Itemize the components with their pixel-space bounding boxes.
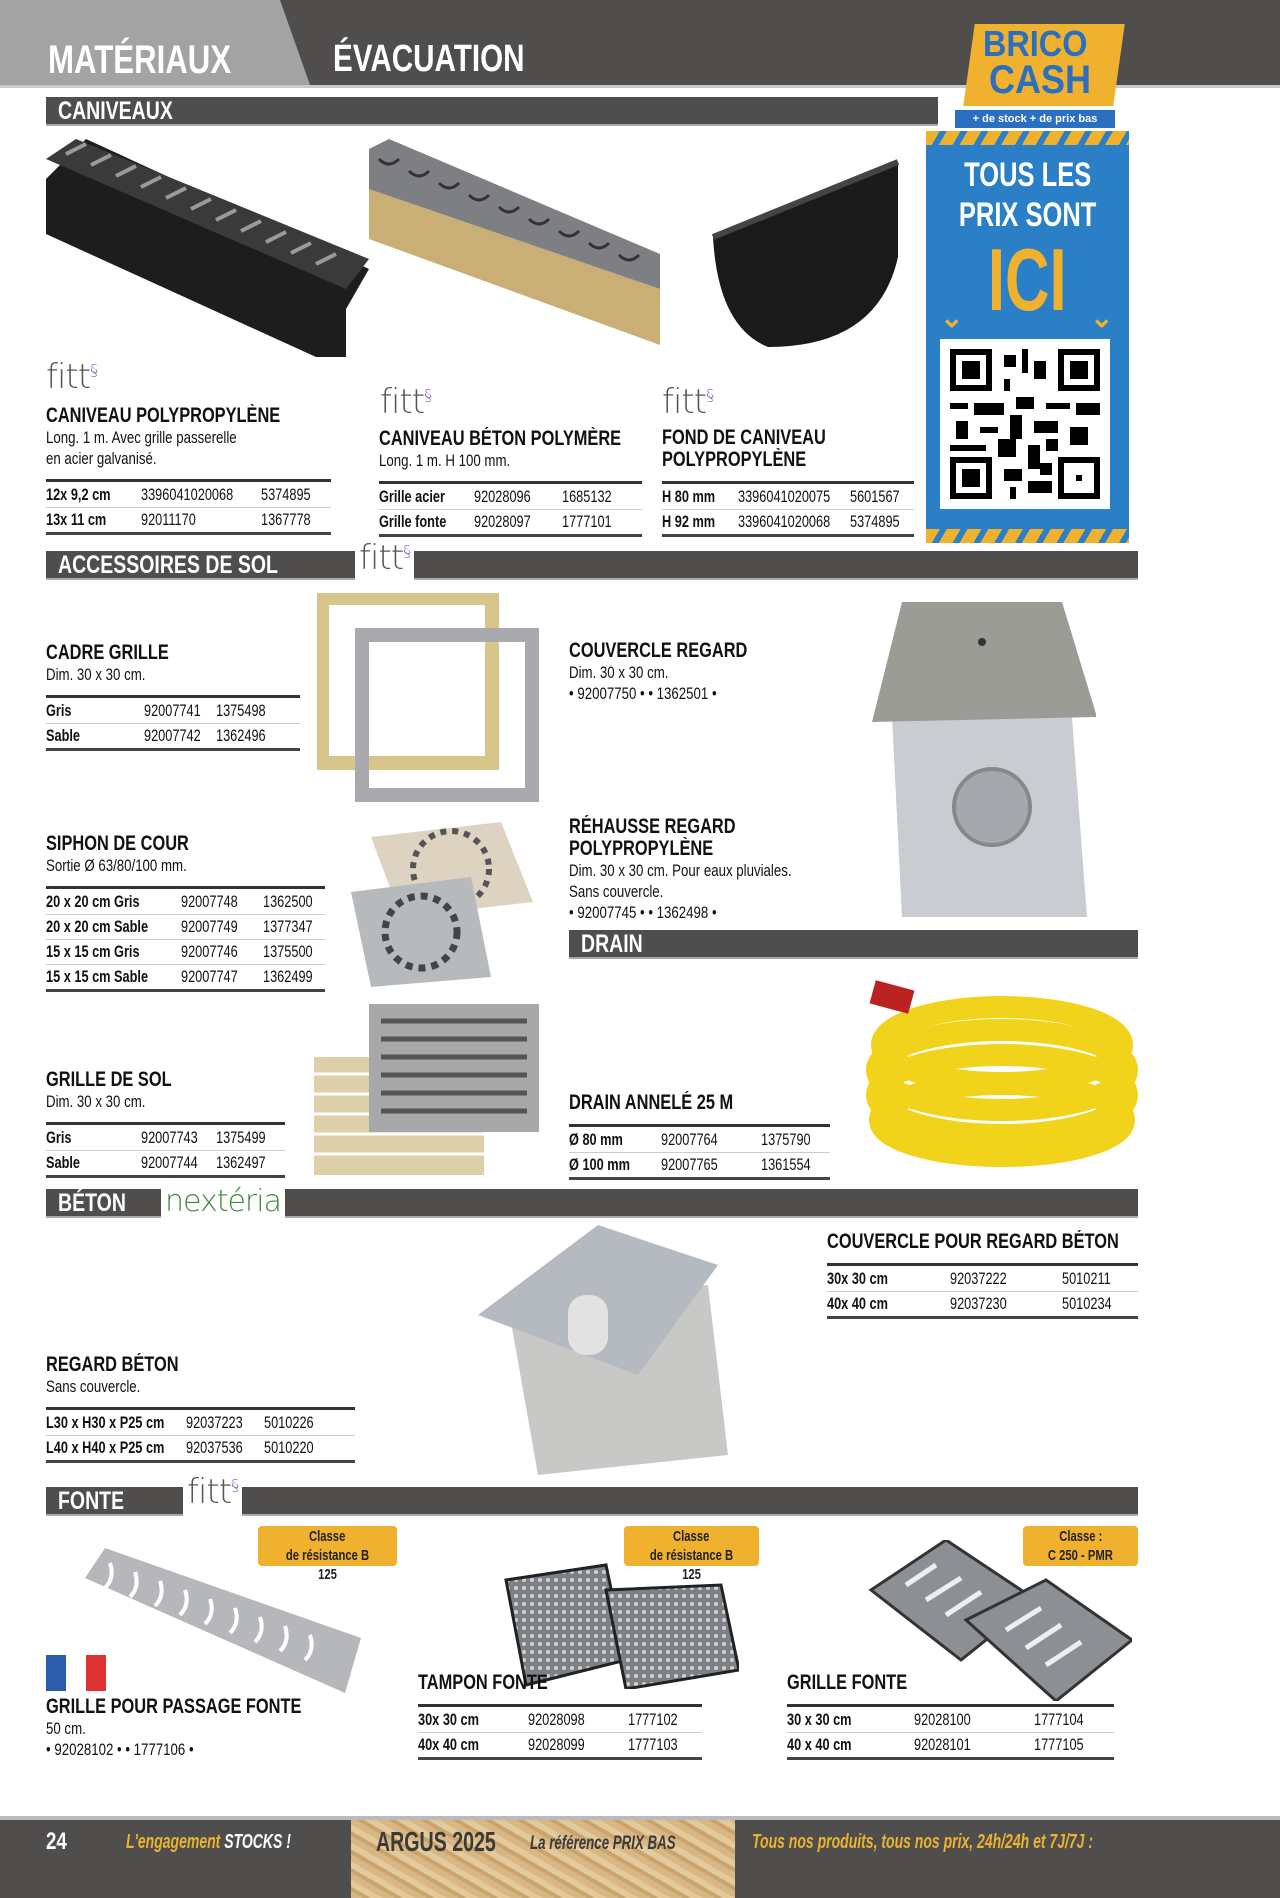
fitt-logo: fitt§ — [380, 382, 432, 422]
code-cell: 1362499 — [263, 967, 313, 986]
product-regard-beton — [46, 1354, 355, 1463]
reference-cell: 3396041020068 — [738, 512, 831, 531]
table-row — [787, 1707, 1114, 1732]
code-cell: 1777103 — [628, 1735, 678, 1754]
product-couvercle-regard — [569, 640, 849, 704]
reference-cell: 92028101 — [914, 1735, 971, 1754]
product-description: Dim. 30 x 30 cm. Pour eaux pluviales. — [569, 861, 792, 880]
section-bar-accessoires — [46, 551, 1138, 580]
table-row — [46, 1435, 355, 1460]
caniveau-beton-polymere-image — [369, 139, 660, 345]
fitt-logo: fitt§ — [46, 357, 98, 397]
product-reference-table — [46, 695, 300, 751]
product-caniveau-beton-polymere — [379, 428, 642, 537]
code-cell: 1375498 — [216, 700, 266, 720]
reference-cell: 92037222 — [950, 1268, 1007, 1288]
reference-cell: 92007742 — [144, 726, 201, 745]
variant-cell: L30 x H30 x P25 cm — [46, 1412, 165, 1432]
reference-cell: 92007746 — [181, 942, 238, 961]
table-row — [46, 914, 325, 939]
code-cell: 1377347 — [263, 917, 313, 936]
code-cell: 1777105 — [1034, 1735, 1084, 1754]
product-title: COUVERCLE REGARD — [569, 639, 748, 662]
grille-de-sol-image — [309, 999, 539, 1175]
product-title: FOND DE CANIVEAU — [662, 426, 826, 449]
table-row — [46, 1410, 355, 1435]
product-description: • 92028102 • • 1777106 • — [46, 1740, 194, 1759]
product-title: CANIVEAU BÉTON POLYMÈRE — [379, 427, 622, 450]
code-cell: 5601567 — [850, 486, 900, 506]
fond-de-caniveau-image — [708, 157, 902, 351]
page-number: 24 — [46, 1828, 67, 1855]
product-title: REGARD BÉTON — [46, 1353, 179, 1376]
fitt-logo: fitt§ — [359, 538, 411, 578]
product-reference-table — [662, 481, 914, 537]
code-cell: 5374895 — [261, 484, 311, 504]
section-label: ACCESSOIRES DE SOL — [58, 551, 278, 579]
chevron-down-icon: ⌄ — [1090, 302, 1114, 333]
code-cell: 1375500 — [263, 942, 313, 961]
table-row — [418, 1707, 702, 1732]
product-title: POLYPROPYLÈNE — [569, 837, 714, 860]
reference-cell: 92028096 — [474, 486, 531, 506]
code-cell: 5010226 — [264, 1412, 314, 1432]
section-label: CANIVEAUX — [58, 97, 173, 125]
product-couvercle-regard-beton — [827, 1231, 1138, 1319]
product-title: TAMPON FONTE — [418, 1671, 548, 1694]
variant-cell: 20 x 20 cm Sable — [46, 917, 149, 936]
variant-cell: 30x 30 cm — [418, 1709, 479, 1729]
reference-cell: 92007747 — [181, 967, 238, 986]
reference-cell: 92007743 — [141, 1127, 198, 1147]
variant-cell: Ø 100 mm — [569, 1155, 630, 1174]
product-title: CADRE GRILLE — [46, 641, 169, 664]
caniveau-polypropylene-image — [46, 139, 369, 357]
footer-tagline: Tous nos produits, tous nos prix, 24h/24h et 7J/7J : — [752, 1831, 1093, 1853]
product-rehausse-regard — [569, 816, 859, 923]
product-reference-table — [46, 886, 325, 992]
resistance-class-badge: Classe de résistance B 125 — [624, 1526, 759, 1566]
code-cell: 1777104 — [1034, 1709, 1084, 1729]
product-title: GRILLE FONTE — [787, 1671, 908, 1694]
product-description: Sortie Ø 63/80/100 mm. — [46, 856, 187, 875]
footer-reference: La référence PRIX BAS — [530, 1833, 676, 1854]
variant-cell: Ø 80 mm — [569, 1129, 623, 1149]
reference-cell: 92028099 — [528, 1735, 585, 1754]
logo-cash: CASH — [989, 58, 1092, 102]
reference-cell: 92037223 — [186, 1412, 243, 1432]
nexteria-logo: nextéria — [165, 1184, 281, 1219]
variant-cell: 40 x 40 cm — [787, 1735, 852, 1754]
table-row — [569, 1152, 830, 1177]
table-row — [46, 698, 300, 723]
product-title: GRILLE DE SOL — [46, 1068, 172, 1091]
variant-cell: 20 x 20 cm Gris — [46, 891, 140, 911]
section-label: FONTE — [58, 1487, 125, 1515]
footer-engagement: L'engagement — [126, 1831, 221, 1853]
product-description: en acier galvanisé. — [46, 449, 157, 468]
product-description: Long. 1 m. Avec grille passerelle — [46, 428, 237, 447]
product-reference-table — [379, 481, 642, 537]
product-reference-table — [827, 1263, 1138, 1319]
section-bar-drain — [569, 930, 1138, 959]
variant-cell: 15 x 15 cm Gris — [46, 942, 140, 961]
code-cell: 1685132 — [562, 486, 612, 506]
reference-cell: 92028100 — [914, 1709, 971, 1729]
regard-beton-image — [478, 1225, 733, 1475]
product-drain-annele — [569, 1092, 830, 1180]
table-row — [379, 484, 642, 509]
variant-cell: 13x 11 cm — [46, 510, 107, 529]
product-title: DRAIN ANNELÉ 25 M — [569, 1091, 734, 1114]
table-row — [46, 723, 300, 748]
code-cell: 1375499 — [216, 1127, 266, 1147]
table-row — [46, 1125, 285, 1150]
variant-cell: Grille fonte — [379, 512, 447, 531]
product-fond-de-caniveau — [662, 427, 914, 537]
product-title: COUVERCLE POUR REGARD BÉTON — [827, 1230, 1119, 1253]
qr-code[interactable] — [940, 339, 1110, 509]
table-row — [662, 509, 914, 534]
product-description: Sans couvercle. — [569, 882, 664, 901]
reference-cell: 3396041020075 — [738, 486, 831, 506]
section-title: MATÉRIAUX — [48, 38, 232, 82]
variant-cell: 12x 9,2 cm — [46, 484, 111, 504]
prices-banner — [926, 131, 1129, 543]
code-cell: 1375790 — [761, 1129, 811, 1149]
cadre-grille-image — [317, 593, 545, 805]
product-description: Sans couvercle. — [46, 1377, 141, 1396]
code-cell: 5010234 — [1062, 1294, 1112, 1313]
reference-cell: 92028097 — [474, 512, 531, 531]
product-title: POLYPROPYLÈNE — [662, 448, 807, 471]
code-cell: 1362500 — [263, 891, 313, 911]
logo-brico: BRICO — [983, 23, 1088, 64]
table-row — [46, 1150, 285, 1175]
product-description: Dim. 30 x 30 cm. — [46, 1092, 146, 1111]
banner-ici: ICI — [988, 230, 1067, 329]
banner-line2: PRIX SONT — [958, 196, 1097, 234]
fitt-logo: fitt§ — [662, 382, 714, 422]
product-tampon-fonte — [418, 1672, 702, 1760]
reference-cell: 92028098 — [528, 1709, 585, 1729]
section-label: DRAIN — [581, 930, 643, 958]
reference-cell: 92007765 — [661, 1155, 718, 1174]
section-label: BÉTON — [58, 1189, 126, 1217]
product-caniveau-polypropylene — [46, 405, 331, 535]
table-row — [827, 1291, 1138, 1316]
product-title: CANIVEAU POLYPROPYLÈNE — [46, 404, 281, 427]
fitt-logo: fitt§ — [187, 1472, 239, 1512]
product-description: • 92007750 • • 1362501 • — [569, 684, 717, 703]
table-row — [379, 509, 642, 534]
product-reference-table — [46, 479, 331, 535]
footer-stocks: STOCKS ! — [224, 1831, 291, 1853]
variant-cell: 40x 40 cm — [827, 1294, 888, 1313]
variant-cell: 40x 40 cm — [418, 1735, 479, 1754]
product-description: 50 cm. — [46, 1719, 86, 1738]
reference-cell: 92007764 — [661, 1129, 718, 1149]
variant-cell: Gris — [46, 1127, 72, 1147]
table-row — [569, 1127, 830, 1152]
code-cell: 5010211 — [1062, 1268, 1111, 1288]
variant-cell: Grille acier — [379, 486, 445, 506]
product-description: • 92007745 • • 1362498 • — [569, 903, 717, 922]
footer-argus: ARGUS 2025 — [376, 1826, 496, 1857]
product-grille-passage-fonte — [46, 1696, 346, 1760]
reference-cell: 92037536 — [186, 1438, 243, 1457]
product-title: GRILLE POUR PASSAGE FONTE — [46, 1695, 302, 1718]
section-bar-caniveaux — [46, 97, 938, 126]
reference-cell: 92007744 — [141, 1153, 198, 1172]
logo-tagline: + de stock + de prix bas — [955, 110, 1115, 128]
french-flag-icon — [46, 1655, 106, 1691]
regard-box-image — [862, 597, 1096, 920]
table-row — [46, 889, 325, 914]
reference-cell: 92007748 — [181, 891, 238, 911]
product-grille-de-sol — [46, 1069, 285, 1178]
product-title: SIPHON DE COUR — [46, 832, 189, 855]
product-cadre-grille — [46, 642, 300, 751]
product-reference-table — [46, 1407, 355, 1463]
code-cell: 1362497 — [216, 1153, 266, 1172]
drain-annele-image — [857, 975, 1138, 1169]
table-row — [46, 964, 325, 989]
reference-cell: 3396041020068 — [141, 484, 234, 504]
product-siphon-de-cour — [46, 833, 325, 992]
product-reference-table — [46, 1122, 285, 1178]
product-description: Dim. 30 x 30 cm. — [569, 663, 669, 682]
product-reference-table — [418, 1704, 702, 1760]
code-cell: 1362496 — [216, 726, 266, 745]
code-cell: 1777101 — [562, 512, 612, 531]
variant-cell: H 80 mm — [662, 486, 716, 506]
table-row — [787, 1732, 1114, 1757]
table-row — [827, 1266, 1138, 1291]
variant-cell: Gris — [46, 700, 72, 720]
variant-cell: Sable — [46, 1153, 81, 1172]
banner-line1: TOUS LES — [963, 156, 1092, 194]
subsection-title: ÉVACUATION — [333, 38, 525, 80]
product-grille-fonte — [787, 1672, 1114, 1760]
resistance-class-badge: Classe : C 250 - PMR — [1023, 1526, 1138, 1566]
product-description: Dim. 30 x 30 cm. — [46, 665, 146, 684]
brico-cash-logo — [955, 24, 1133, 128]
reference-cell: 92007741 — [144, 700, 201, 720]
table-row — [418, 1732, 702, 1757]
table-row — [46, 939, 325, 964]
reference-cell: 92037230 — [950, 1294, 1007, 1313]
table-row — [46, 482, 331, 507]
variant-cell: H 92 mm — [662, 512, 716, 531]
chevron-down-icon: ⌄ — [940, 302, 964, 333]
variant-cell: 30x 30 cm — [827, 1268, 888, 1288]
table-row — [662, 484, 914, 509]
code-cell: 5010220 — [264, 1438, 314, 1457]
variant-cell: L40 x H40 x P25 cm — [46, 1438, 165, 1457]
code-cell: 1367778 — [261, 510, 311, 529]
product-reference-table — [569, 1124, 830, 1180]
product-description: Long. 1 m. H 100 mm. — [379, 451, 511, 470]
reference-cell: 92011170 — [141, 510, 196, 529]
variant-cell: 30 x 30 cm — [787, 1709, 852, 1729]
siphon-de-cour-image — [351, 817, 533, 987]
variant-cell: 15 x 15 cm Sable — [46, 967, 149, 986]
code-cell: 1361554 — [761, 1155, 811, 1174]
resistance-class-badge: Classe de résistance B 125 — [258, 1526, 397, 1566]
code-cell: 1777102 — [628, 1709, 678, 1729]
product-reference-table — [787, 1704, 1114, 1760]
code-cell: 5374895 — [850, 512, 900, 531]
product-title: RÉHAUSSE REGARD — [569, 815, 736, 838]
reference-cell: 92007749 — [181, 917, 238, 936]
variant-cell: Sable — [46, 726, 81, 745]
table-row — [46, 507, 331, 532]
